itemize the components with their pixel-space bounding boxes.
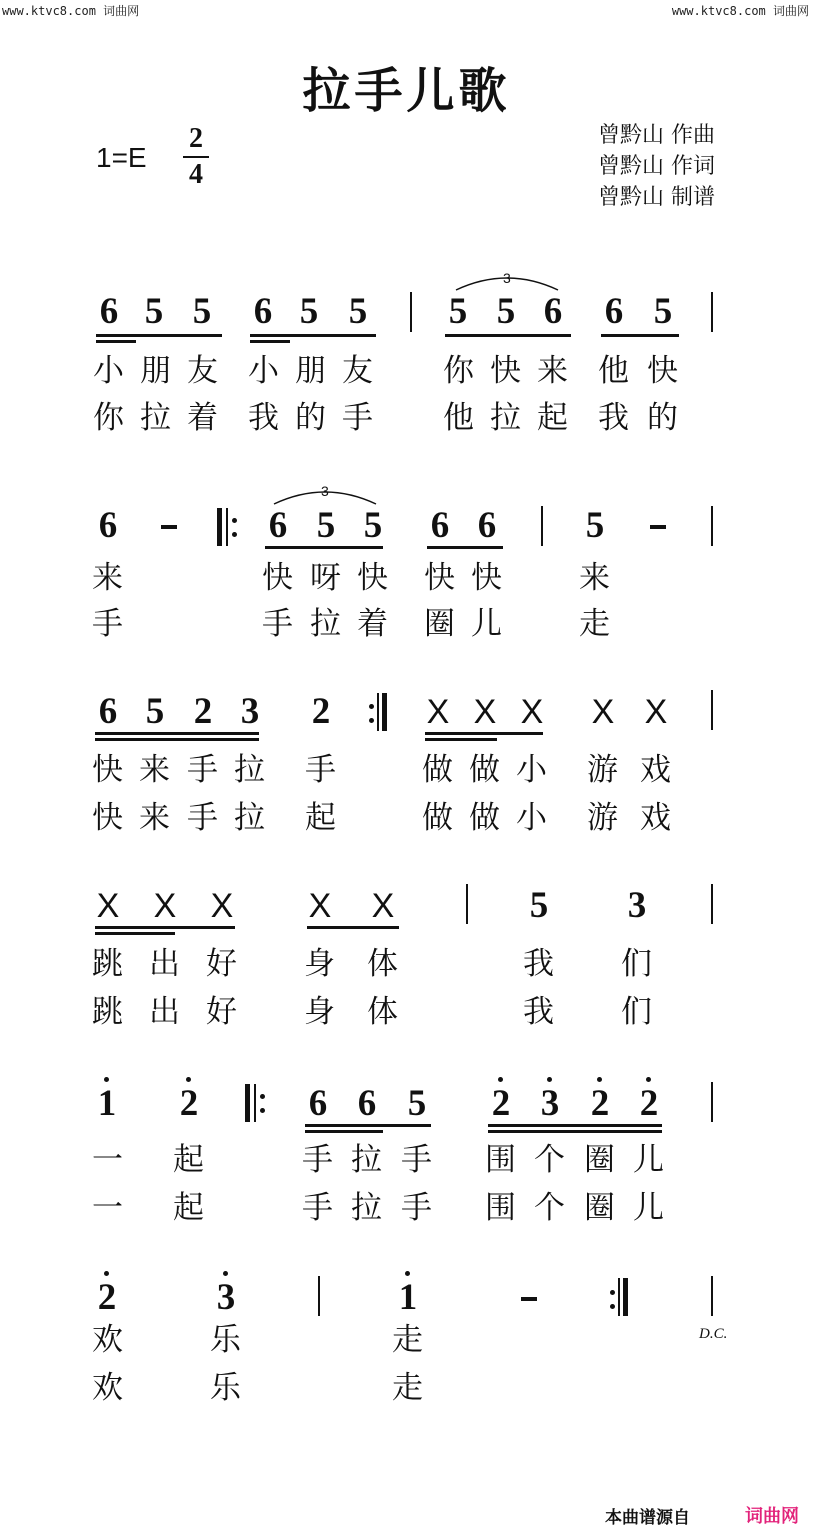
high-octave-dot: [405, 1271, 410, 1276]
lyric: 的: [295, 400, 326, 436]
beam-line: [95, 926, 235, 929]
lyric: 好: [206, 946, 237, 982]
lyric: 快: [424, 560, 455, 596]
repeat-dot: [260, 1108, 265, 1113]
lyric: 做: [469, 800, 500, 836]
lyric: 快: [262, 560, 293, 596]
footer-source: 本曲谱源自: [605, 1508, 690, 1528]
barline: [711, 690, 713, 730]
note: 2: [97, 1277, 117, 1318]
watermark-left: www.ktvc8.com 词曲网: [2, 4, 140, 18]
note: 6: [357, 1083, 377, 1124]
lyric: 来: [579, 560, 610, 596]
sustain-dash: [521, 1297, 537, 1301]
rhythm-x: X: [153, 887, 177, 925]
beam-line: [250, 340, 290, 343]
lyric: 好: [206, 994, 237, 1030]
lyric: 我: [248, 400, 279, 436]
rhythm-x: X: [210, 887, 234, 925]
repeat-dot: [610, 1290, 615, 1295]
note: 1: [398, 1277, 418, 1318]
lyric: 做: [422, 752, 453, 788]
song-title: 拉手儿歌: [302, 63, 511, 119]
lyric: 拉: [351, 1190, 382, 1226]
rhythm-x: X: [591, 693, 615, 731]
lyric: 手: [302, 1190, 333, 1226]
repeat-start-thin: [226, 508, 228, 546]
lyric: 们: [621, 994, 652, 1030]
lyric: 小: [516, 752, 547, 788]
note: 6: [98, 691, 118, 732]
time-signature-bar: [183, 156, 209, 158]
note: 5: [348, 291, 368, 332]
note: 6: [308, 1083, 328, 1124]
lyric: 一: [92, 1190, 123, 1226]
repeat-end-thin: [377, 693, 379, 731]
lyric: 快: [471, 560, 502, 596]
barline: [711, 292, 713, 332]
lyric: 小: [516, 800, 547, 836]
lyric: 你: [93, 400, 124, 436]
note: 2: [193, 691, 213, 732]
lyric: 欢: [92, 1370, 123, 1406]
time-signature-bottom: 4: [189, 159, 203, 190]
rhythm-x: X: [96, 887, 120, 925]
beam-line: [95, 738, 259, 741]
lyric: 拉: [234, 752, 265, 788]
credit-lyricist: 曾黔山 作词: [598, 154, 715, 179]
lyric: 手: [187, 800, 218, 836]
lyric: 个: [534, 1142, 565, 1178]
lyric: 来: [139, 752, 170, 788]
note: 5: [192, 291, 212, 332]
note: 5: [144, 291, 164, 332]
lyric: 围: [485, 1142, 516, 1178]
beam-line: [95, 732, 259, 735]
beam-line: [425, 738, 497, 741]
high-octave-dot: [597, 1077, 602, 1082]
lyric: 跳: [92, 994, 123, 1030]
lyric: 游: [587, 752, 618, 788]
credit-composer: 曾黔山 作曲: [598, 123, 715, 148]
note: 3: [627, 885, 647, 926]
lyric: 乐: [210, 1322, 241, 1358]
beam-line: [488, 1124, 662, 1127]
repeat-dot: [260, 1094, 265, 1099]
lyric: 小: [248, 353, 279, 389]
lyric: 戏: [640, 800, 671, 836]
lyric: 身: [304, 994, 335, 1030]
time-signature: [183, 124, 209, 190]
note: 5: [529, 885, 549, 926]
barline: [711, 506, 713, 546]
lyric: 手: [305, 752, 336, 788]
lyric: 手: [342, 400, 373, 436]
beam-line: [265, 546, 383, 549]
note: 1: [97, 1083, 117, 1124]
lyric: 做: [422, 800, 453, 836]
lyric: 出: [149, 994, 180, 1030]
repeat-end-thick: [382, 693, 387, 731]
lyric: 呀: [310, 560, 341, 596]
lyric: 跳: [92, 946, 123, 982]
lyric: 儿: [471, 606, 502, 642]
lyric: 快: [92, 800, 123, 836]
lyric: 着: [187, 400, 218, 436]
repeat-dot: [610, 1304, 615, 1309]
lyric: 手: [187, 752, 218, 788]
note: 6: [430, 505, 450, 546]
repeat-end-thin: [618, 1278, 620, 1316]
lyric: 圈: [424, 606, 455, 642]
high-octave-dot: [104, 1271, 109, 1276]
lyric: 拉: [234, 800, 265, 836]
rhythm-x: X: [520, 693, 544, 731]
lyric: 起: [537, 400, 568, 436]
note: 6: [268, 505, 288, 546]
lyric: 拉: [310, 606, 341, 642]
lyric: 手: [401, 1190, 432, 1226]
lyric: 拉: [490, 400, 521, 436]
beam-line: [96, 334, 222, 337]
lyric: 身: [304, 946, 335, 982]
lyric: 儿: [633, 1142, 664, 1178]
note: 5: [585, 505, 605, 546]
high-octave-dot: [223, 1271, 228, 1276]
lyric: 围: [485, 1190, 516, 1226]
footer-logo[interactable]: 词曲网: [745, 1506, 799, 1527]
high-octave-dot: [547, 1077, 552, 1082]
lyric: 你: [443, 353, 474, 389]
lyric: 做: [469, 752, 500, 788]
time-signature-top: 2: [189, 123, 203, 154]
high-octave-dot: [186, 1077, 191, 1082]
repeat-start-thick: [217, 508, 222, 546]
barline: [541, 506, 543, 546]
note: 6: [99, 291, 119, 332]
barline: [711, 884, 713, 924]
watermark-right: www.ktvc8.com 词曲网: [671, 4, 809, 18]
note: 2: [179, 1083, 199, 1124]
beam-line: [305, 1124, 431, 1127]
lyric: 儿: [633, 1190, 664, 1226]
lyric: 体: [367, 946, 398, 982]
lyric: 朋: [295, 353, 326, 389]
lyric: 友: [187, 353, 218, 389]
repeat-start-thick: [245, 1084, 250, 1122]
beam-line: [250, 334, 376, 337]
lyric: 出: [149, 946, 180, 982]
beam-line: [488, 1130, 662, 1133]
barline: [318, 1276, 320, 1316]
lyric: 个: [534, 1190, 565, 1226]
lyric: 他: [598, 353, 629, 389]
note: 5: [145, 691, 165, 732]
lyric: 起: [173, 1190, 204, 1226]
barline: [466, 884, 468, 924]
beam-line: [445, 334, 571, 337]
lyric: 拉: [351, 1142, 382, 1178]
note: 5: [316, 505, 336, 546]
lyric: 圈: [584, 1190, 615, 1226]
barline: [711, 1082, 713, 1122]
lyric: 我: [598, 400, 629, 436]
lyric: 他: [443, 400, 474, 436]
note: 2: [590, 1083, 610, 1124]
note: 2: [311, 691, 331, 732]
lyric: 快: [490, 353, 521, 389]
sustain-dash: [650, 525, 666, 529]
beam-line: [307, 926, 399, 929]
barline: [410, 292, 412, 332]
note: 5: [496, 291, 516, 332]
lyric: 我: [523, 946, 554, 982]
tuplet-number: 3: [503, 270, 511, 286]
repeat-dot: [369, 718, 374, 723]
lyric: 欢: [92, 1322, 123, 1358]
note: 6: [253, 291, 273, 332]
note: 5: [653, 291, 673, 332]
note: 6: [543, 291, 563, 332]
note: 6: [98, 505, 118, 546]
repeat-start-thin: [254, 1084, 256, 1122]
lyric: 一: [92, 1142, 123, 1178]
lyric: 乐: [210, 1370, 241, 1406]
note: 6: [477, 505, 497, 546]
note: 5: [448, 291, 468, 332]
repeat-end-thick: [623, 1278, 628, 1316]
note: 3: [540, 1083, 560, 1124]
lyric: 圈: [584, 1142, 615, 1178]
lyric: 朋: [140, 353, 171, 389]
rhythm-x: X: [644, 693, 668, 731]
credit-arranger: 曾黔山 制谱: [598, 185, 715, 210]
sustain-dash: [161, 525, 177, 529]
lyric: 快: [357, 560, 388, 596]
lyric: 我: [523, 994, 554, 1030]
lyric: 手: [302, 1142, 333, 1178]
lyric: 手: [92, 606, 123, 642]
lyric: 手: [401, 1142, 432, 1178]
lyric: 拉: [140, 400, 171, 436]
lyric: 们: [621, 946, 652, 982]
rhythm-x: X: [473, 693, 497, 731]
beam-line: [305, 1130, 383, 1133]
rhythm-x: X: [308, 887, 332, 925]
lyric: 来: [537, 353, 568, 389]
lyric: 友: [342, 353, 373, 389]
repeat-dot: [232, 518, 237, 523]
key-signature: 1=E: [96, 142, 147, 173]
barline: [711, 1276, 713, 1316]
lyric: 来: [139, 800, 170, 836]
da-capo-mark: D.C.: [699, 1326, 728, 1342]
rhythm-x: X: [371, 887, 395, 925]
lyric: 走: [392, 1370, 423, 1406]
lyric: 手: [262, 606, 293, 642]
tuplet-number: 3: [321, 483, 329, 499]
beam-line: [425, 732, 543, 735]
note: 3: [216, 1277, 236, 1318]
note: 2: [491, 1083, 511, 1124]
rhythm-x: X: [426, 693, 450, 731]
lyric: 的: [647, 400, 678, 436]
high-octave-dot: [646, 1077, 651, 1082]
note: 5: [363, 505, 383, 546]
lyric: 快: [92, 752, 123, 788]
lyric: 游: [587, 800, 618, 836]
lyric: 体: [367, 994, 398, 1030]
lyric: 戏: [640, 752, 671, 788]
lyric: 着: [357, 606, 388, 642]
lyric: 起: [305, 800, 336, 836]
note: 6: [604, 291, 624, 332]
lyric: 起: [173, 1142, 204, 1178]
high-octave-dot: [104, 1077, 109, 1082]
lyric: 走: [392, 1322, 423, 1358]
beam-line: [96, 340, 136, 343]
beam-line: [95, 932, 175, 935]
note: 3: [240, 691, 260, 732]
lyric: 走: [579, 606, 610, 642]
note: 5: [407, 1083, 427, 1124]
note: 2: [639, 1083, 659, 1124]
lyric: 快: [647, 353, 678, 389]
beam-line: [427, 546, 503, 549]
lyric: 小: [93, 353, 124, 389]
beam-line: [601, 334, 679, 337]
repeat-dot: [232, 532, 237, 537]
lyric: 来: [92, 560, 123, 596]
high-octave-dot: [498, 1077, 503, 1082]
note: 5: [299, 291, 319, 332]
repeat-dot: [369, 704, 374, 709]
